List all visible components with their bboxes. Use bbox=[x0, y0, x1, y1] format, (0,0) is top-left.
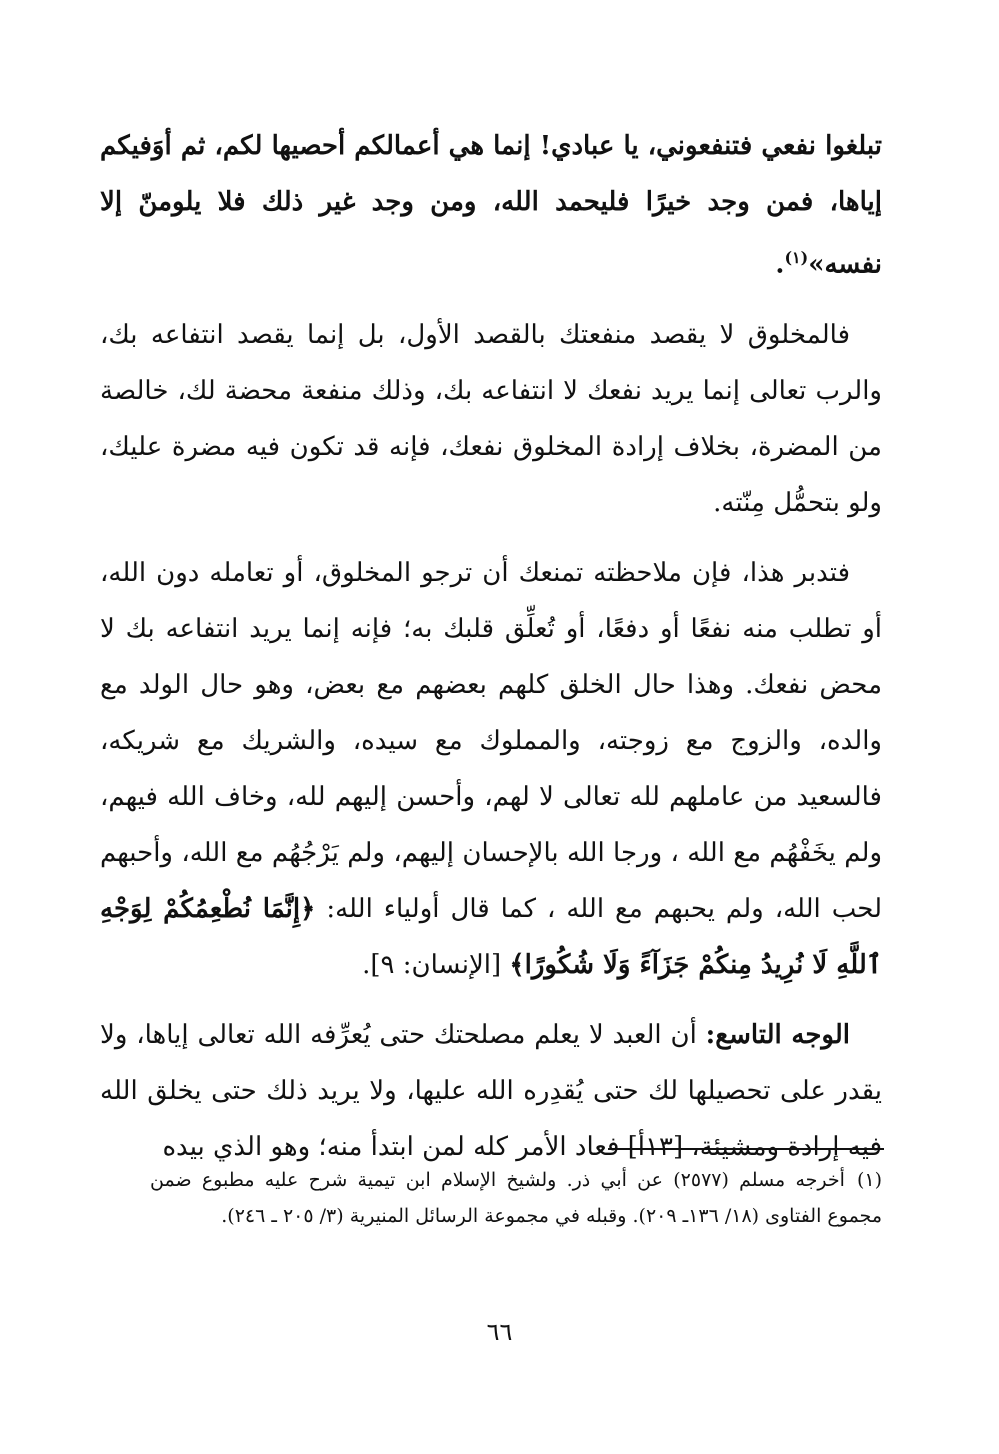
section-lead: الوجه التاسع: bbox=[705, 1019, 850, 1050]
footnote-divider bbox=[608, 1148, 884, 1150]
page-number: ٦٦ bbox=[486, 1318, 513, 1346]
paragraph-end: . bbox=[775, 249, 785, 280]
footnote-reference: (١) bbox=[784, 248, 809, 267]
paragraph-text: تبلغوا نفعي فتنفعوني، يا عبادي! إنما هي أعمالكم أحصيها لكم، ثم أوَفيكم إياها، فمن وجد خيرًا فليحمد الله، ومن وجد غير ذلك فلا يلومنّ إلا نفسه» bbox=[100, 131, 882, 280]
footnotes bbox=[150, 1162, 882, 1234]
footnote-item bbox=[150, 1162, 882, 1234]
quran-verse: ﴿إِنَّمَا نُطْعِمُكُمْ لِوَجْهِ ٱللَّهِ لَا نُرِيدُ مِنكُمْ جَزَآءً وَلَا شُكُورًا﴾ bbox=[100, 893, 882, 980]
paragraph-text: فتدبر هذا، فإن ملاحظته تمنعك أن ترجو المخلوق، أو تعامله دون الله، أو تطلب منه نفعًا أو دفعًا، أو تُعلِّق قلبك به؛ فإنه إنما يريد انتفاعه بك لا محض نفعك. وهذا حال الخلق كلهم بعضهم مع بعض، وهو حال الولد مع والده، والزوج مع زوجته، والمملوك مع سيده، والشريك مع شريكه، فالسعيد من عاملهم لله تعالى لا لهم، وأحسن إليهم لله، وخاف الله فيهم، ولم يخَفْهُم مع الله ، ورجا الله بالإحسان إليهم، ولم يَرْجُهُم مع الله، وأحبهم لحب الله، ولم يحبهم مع الله ، كما قال أولياء الله: bbox=[100, 557, 882, 924]
paragraph-reflection bbox=[100, 545, 882, 993]
paragraph-text: فالمخلوق لا يقصد منفعتك بالقصد الأول، بل إنما يقصد انتفاعه بك، والرب تعالى إنما يريد نفعك لا انتفاعه بك، وذلك منفعة محضة لك، خالصة من المضرة، بخلاف إرادة المخلوق نفعك، فإنه قد تكون فيه مضرة عليك، ولو بتحمُّل مِنّته. bbox=[100, 319, 882, 518]
paragraph-hadith-continuation bbox=[100, 118, 882, 293]
paragraph-creation-benefit bbox=[100, 307, 882, 531]
footnote-number: (١) bbox=[856, 1169, 882, 1191]
main-text bbox=[100, 118, 882, 1189]
paragraph-text: أن العبد لا يعلم مصلحتك حتى يُعرِّفه الله تعالى إياها، ولا يقدر على تحصيلها لك حتى يُقدِره الله عليها، ولا يريد ذلك حتى يخلق الله فيه إرادة ومشيئة، [١٣أ] فعاد الأمر كله لمن ابتدأ منه؛ وهو الذي بيده bbox=[100, 1019, 882, 1162]
footnote-text: أخرجه مسلم (٢٥٧٧) عن أبي ذر. ولشيخ الإسلام ابن تيمية شرح عليه مطبوع ضمن مجموع الفتاوى (١٨/ ١٣٦ـ ٢٠٩). وقبله في مجموعة الرسائل المنيرية (٣/ ٢٠٥ ـ ٢٤٦). bbox=[150, 1169, 882, 1227]
verse-citation: [الإنسان: ٩]. bbox=[362, 949, 510, 980]
